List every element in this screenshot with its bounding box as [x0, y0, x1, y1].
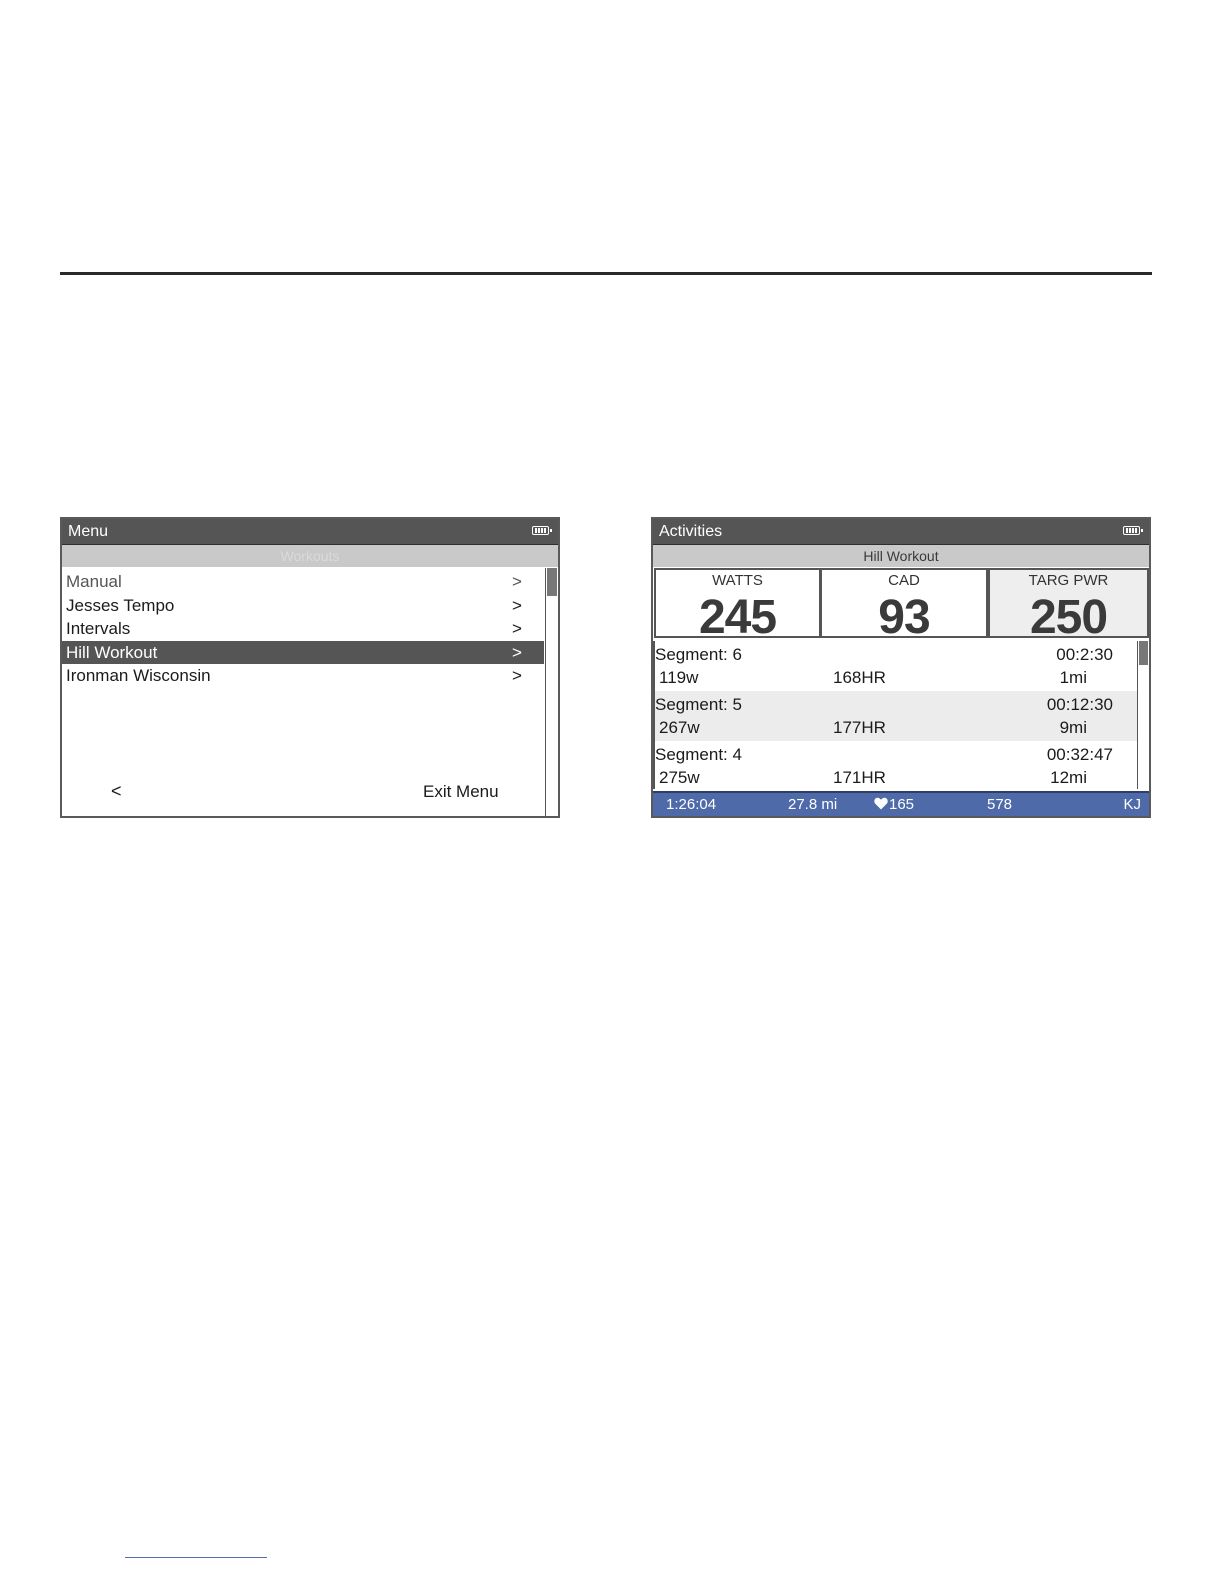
metric-value: 93 — [878, 591, 930, 644]
menu-item-manual[interactable] — [62, 570, 544, 594]
menu-item-jesses-tempo[interactable] — [62, 594, 544, 618]
segment-heart-rate: 168HR — [833, 668, 886, 687]
menu-scrollbar[interactable] — [545, 568, 558, 816]
metric-label: CAD — [888, 572, 920, 589]
menu-titlebar — [62, 519, 558, 545]
metric-label: TARG PWR — [1028, 572, 1109, 589]
segment-heart-rate: 177HR — [833, 718, 886, 737]
menu-item-label: Hill Workout — [66, 642, 158, 662]
heart-rate-readout — [874, 793, 914, 816]
chevron-right-icon: > — [512, 595, 522, 615]
workout-list — [62, 570, 544, 688]
segment-distance: 1mi — [1059, 668, 1087, 687]
activities-titlebar — [653, 519, 1149, 545]
metrics-panel — [653, 568, 1149, 644]
segment-distance: 9mi — [1059, 718, 1087, 737]
segment-watts: 267w — [659, 718, 700, 737]
metric-value: 245 — [698, 591, 777, 644]
battery-icon — [1123, 526, 1140, 535]
elapsed-time: 1:26:04 — [666, 796, 717, 813]
metric-value: 250 — [1029, 591, 1108, 644]
chevron-right-icon: > — [512, 619, 522, 638]
activities-title: Activities — [659, 523, 723, 540]
segment-distance: 12mi — [1050, 768, 1087, 787]
activities-screen — [651, 517, 1151, 818]
segment-watts: 119w — [659, 668, 699, 687]
chevron-right-icon: > — [512, 642, 522, 662]
chevron-right-icon: > — [512, 572, 522, 591]
menu-item-intervals[interactable] — [62, 617, 544, 641]
menu-subtitle: Workouts — [62, 545, 558, 567]
menu-item-label: Manual — [66, 572, 122, 591]
segment-time: 00:2:30 — [1056, 645, 1113, 664]
segment-scrollbar[interactable] — [1137, 641, 1149, 789]
footer-link-underline — [125, 1557, 267, 1558]
battery-icon — [532, 526, 549, 535]
heart-icon — [874, 797, 888, 810]
segment-watts: 275w — [659, 768, 700, 787]
chevron-right-icon: > — [512, 666, 522, 685]
segment-label: Segment: 5 — [655, 695, 742, 714]
heart-rate-value: 165 — [889, 796, 915, 813]
menu-item-label: Intervals — [66, 619, 131, 638]
metric-cadence[interactable] — [820, 568, 988, 644]
menu-item-label: Ironman Wisconsin — [66, 666, 211, 685]
menu-item-label: Jesses Tempo — [66, 595, 175, 615]
segment-row[interactable] — [655, 641, 1137, 691]
segment-row[interactable] — [655, 741, 1137, 789]
metric-watts[interactable] — [654, 568, 821, 644]
energy-unit: KJ — [1123, 796, 1141, 813]
scrollbar-thumb[interactable] — [547, 568, 557, 596]
energy-value: 578 — [987, 796, 1013, 813]
menu-title: Menu — [68, 523, 109, 540]
segment-row[interactable] — [655, 691, 1137, 741]
workout-name: Hill Workout — [653, 545, 1149, 567]
segment-time: 00:32:47 — [1046, 745, 1113, 764]
segment-label: Segment: 4 — [655, 745, 742, 764]
exit-menu-button[interactable]: Exit Menu — [423, 782, 499, 801]
status-bar — [653, 791, 1149, 816]
menu-screen — [60, 517, 560, 818]
segment-label: Segment: 6 — [655, 645, 742, 664]
page-divider-rule — [60, 272, 1152, 275]
menu-item-ironman-wisconsin[interactable] — [62, 664, 544, 688]
segment-heart-rate: 171HR — [833, 768, 886, 787]
metric-target-power[interactable] — [988, 568, 1149, 644]
total-distance: 27.8 mi — [788, 796, 838, 813]
metric-label: WATTS — [712, 572, 763, 589]
segment-time: 00:12:30 — [1046, 695, 1113, 714]
back-button[interactable]: < — [111, 781, 122, 801]
scrollbar-thumb[interactable] — [1139, 641, 1148, 665]
menu-item-hill-workout[interactable] — [62, 641, 544, 665]
segment-list — [653, 641, 1137, 789]
